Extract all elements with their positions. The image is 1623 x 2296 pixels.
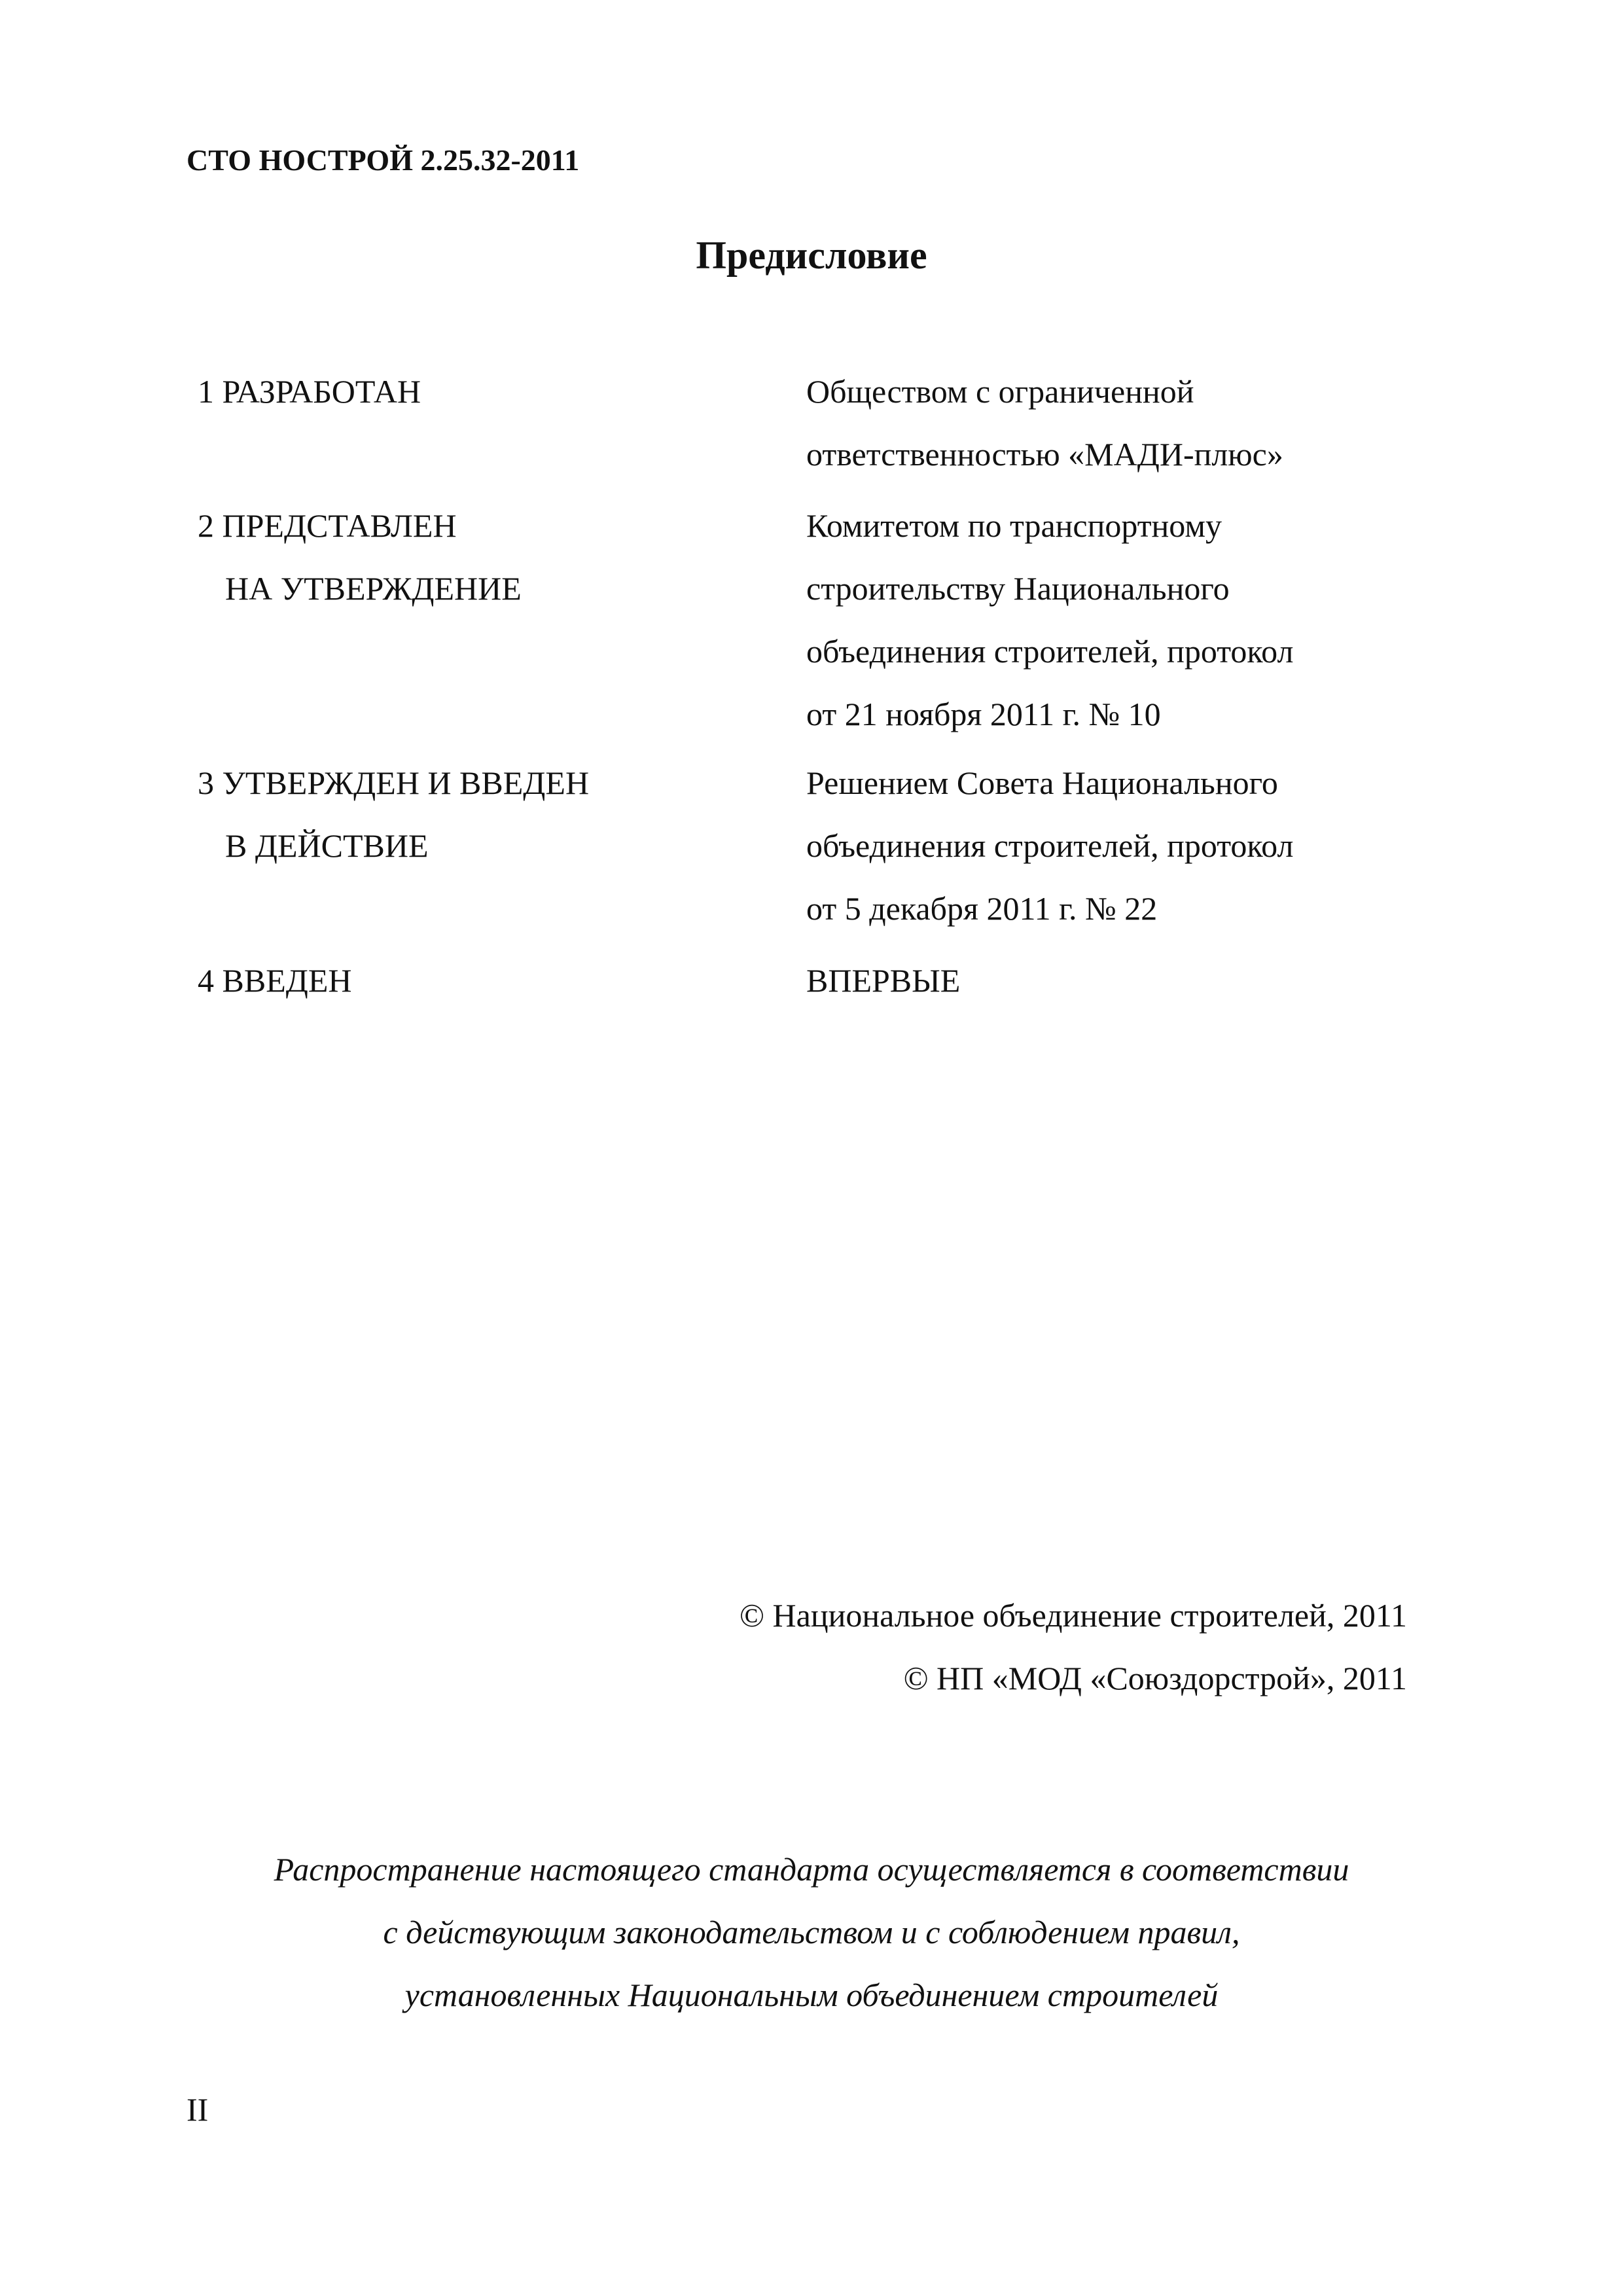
item-4-value-line-1: ВПЕРВЫЕ <box>806 962 961 999</box>
item-3-label <box>198 751 589 877</box>
copyright-block <box>740 1584 1407 1710</box>
item-2-value <box>806 494 1293 745</box>
item-2-value-line-1: Комитетом по транспортному <box>806 507 1222 544</box>
item-2-label-line-2: НА УТВЕРЖДЕНИЕ <box>225 570 522 607</box>
item-3-value-line-2: объединения строителей, протокол <box>806 827 1294 864</box>
distribution-notice <box>0 1838 1623 2026</box>
notice-line-2: с действующим законодательством и с соблюдением правил, <box>383 1914 1240 1950</box>
item-3-value-line-1: Решением Совета Национального <box>806 764 1278 801</box>
page-title: Предисловие <box>696 234 927 277</box>
item-1-value-line-2: ответственностью «МАДИ-плюс» <box>806 436 1283 473</box>
notice-line-1: Распространение настоящего стандарта осуществляется в соответствии <box>274 1851 1349 1888</box>
item-2-value-line-2: строительству Национального <box>806 570 1230 607</box>
item-3-value <box>806 751 1293 940</box>
copyright-line-1: © Национальное объединение строителей, 2011 <box>740 1597 1407 1634</box>
document-code: СТО НОСТРОЙ 2.25.32-2011 <box>187 143 580 177</box>
item-3-label-line-2: В ДЕЙСТВИЕ <box>225 827 429 864</box>
item-1-label-line-1: 1 РАЗРАБОТАН <box>198 373 421 410</box>
item-4-label <box>198 949 352 1012</box>
item-2-value-line-4: от 21 ноября 2011 г. № 10 <box>806 696 1161 732</box>
item-4-value <box>806 949 960 1012</box>
item-1-value <box>806 360 1283 486</box>
page-number: II <box>187 2091 209 2128</box>
copyright-line-2: © НП «МОД «Союздорстрой», 2011 <box>903 1660 1407 1696</box>
item-1-label <box>198 360 421 423</box>
item-1-value-line-1: Обществом с ограниченной <box>806 373 1194 410</box>
item-2-label <box>198 494 522 620</box>
item-3-label-line-1: 3 УТВЕРЖДЕН И ВВЕДЕН <box>198 764 590 801</box>
item-4-label-line-1: 4 ВВЕДЕН <box>198 962 352 999</box>
item-2-label-line-1: 2 ПРЕДСТАВЛЕН <box>198 507 457 544</box>
item-2-value-line-3: объединения строителей, протокол <box>806 633 1294 670</box>
notice-line-3: установленных Национальным объединением строителей <box>404 1977 1219 2013</box>
item-3-value-line-3: от 5 декабря 2011 г. № 22 <box>806 890 1158 927</box>
